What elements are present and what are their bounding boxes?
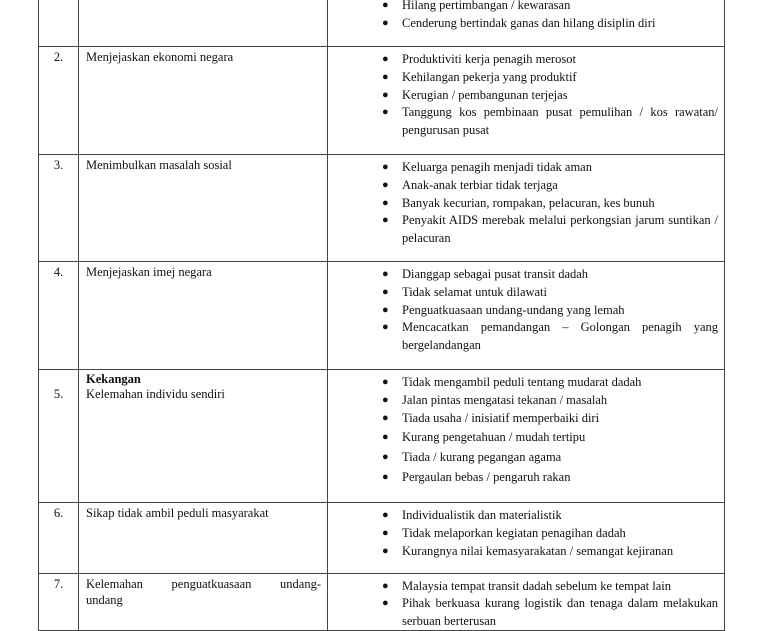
list-item: ● Penguatkuasaan undang-undang yang lemah (382, 303, 625, 317)
list-item: ● Kehilangan pekerja yang produktif (382, 70, 577, 84)
list-item: ● Kerugian / pembangunan terjejas (382, 88, 568, 102)
table-row (39, 574, 725, 631)
list-item: ● Keluarga penagih menjadi tidak aman (382, 160, 592, 174)
row-number: 7. (39, 574, 79, 631)
bullet-icon: ● (382, 509, 389, 521)
list-item: ● Tiada / kurang pegangan agama (402, 447, 718, 467)
list-item: ● Kurangnya nilai kemasyarakatan / semangat kejiranan (382, 544, 674, 558)
row-points (328, 0, 725, 47)
row-label: Kekangan Kelemahan individu sendiri (79, 370, 328, 503)
table-row (39, 503, 725, 574)
row-points (328, 262, 725, 370)
row-number: 3. (39, 155, 79, 262)
bullet-icon: ● (382, 412, 389, 424)
bullet-icon: ● (382, 394, 389, 406)
list-item: ● Individualistik dan materialistik (382, 508, 562, 522)
row-points (328, 574, 725, 631)
bullet-icon: ● (382, 17, 389, 29)
bullet-icon: ● (382, 580, 389, 592)
list-item: ● Tidak melaporkan kegiatan penagihan dadah (382, 526, 626, 540)
list-item: ● Cenderung bertindak ganas dan hilang disiplin diri (382, 16, 656, 30)
row-points (328, 370, 725, 503)
list-item: ● Banyak kecurian, rompakan, pelacuran, kes bunuh (382, 196, 655, 210)
impact-table (38, 0, 725, 631)
table-row (39, 370, 725, 503)
row-number: 6. (39, 503, 79, 574)
bullet-icon: ● (382, 214, 389, 226)
list-item: ● Hilang pertimbangan / kewarasan (402, 0, 718, 14)
list-item: ● Produktiviti kerja penagih merosot (382, 52, 576, 66)
list-item: ● Tanggung kos pembinaan pusat pemulihan / kos rawatan/ pengurusan pusat (382, 105, 718, 137)
table-row (39, 262, 725, 370)
bullet-icon: ● (382, 471, 389, 483)
bullet-icon: ● (382, 0, 389, 11)
bullet-icon: ● (382, 268, 389, 280)
list-item: ● Tidak selamat untuk dilawati (382, 285, 548, 299)
list-item: ● Pihak berkuasa kurang logistik dan tenaga dalam melakukan serbuan berterusan (382, 596, 718, 628)
table-row (39, 155, 725, 262)
bullet-icon: ● (382, 197, 389, 209)
bullet-icon: ● (382, 321, 389, 333)
list-item: ● Malaysia tempat transit dadah sebelum ke tempat lain (382, 579, 672, 593)
row-number: 5. (39, 370, 79, 503)
row-points (328, 155, 725, 262)
row-label: Menimbulkan masalah sosial (79, 155, 328, 262)
bullet-icon: ● (382, 161, 389, 173)
list-item: ● Tidak mengambil peduli tentang mudarat dadah (382, 375, 642, 389)
list-item: ● Penyakit AIDS merebak melalui perkongsian jarum suntikan / pelacuran (382, 213, 718, 245)
list-item: ● Tiada usaha / inisiatif memperbaiki diri (382, 411, 600, 425)
row-label: Kelemahan penguatkuasaan undang- undang (79, 574, 328, 631)
bullet-icon: ● (382, 431, 389, 443)
bullet-icon: ● (382, 451, 389, 463)
bullet-icon: ● (382, 89, 389, 101)
bullet-icon: ● (382, 106, 389, 118)
row-points (328, 503, 725, 574)
bullet-icon: ● (382, 71, 389, 83)
bullet-icon: ● (382, 304, 389, 316)
bullet-icon: ● (382, 527, 389, 539)
row-label (79, 0, 328, 47)
bullet-icon: ● (382, 53, 389, 65)
list-item: ● Dianggap sebagai pusat transit dadah (382, 267, 589, 281)
table-row (39, 47, 725, 155)
list-item: ● Kurang pengetahuan / mudah tertipu (402, 427, 718, 447)
bullet-icon: ● (382, 286, 389, 298)
list-item: ● Pergaulan bebas / pengaruh rakan (402, 467, 718, 487)
table-row (39, 0, 725, 47)
bullet-icon: ● (382, 376, 389, 388)
list-item: ● Mencacatkan pemandangan – Golongan penagih yang bergelandangan (382, 320, 718, 352)
row-number (39, 0, 79, 47)
row-label: Menjejaskan imej negara (79, 262, 328, 370)
section-heading: Kekangan (86, 372, 141, 386)
row-label: Sikap tidak ambil peduli masyarakat (79, 503, 328, 574)
row-number: 2. (39, 47, 79, 155)
list-item: ● Anak-anak terbiar tidak terjaga (382, 178, 558, 192)
row-number: 4. (39, 262, 79, 370)
bullet-icon: ● (382, 545, 389, 557)
row-label: Menjejaskan ekonomi negara (79, 47, 328, 155)
row-points (328, 47, 725, 155)
list-item: ● Jalan pintas mengatasi tekanan / masalah (382, 393, 608, 407)
bullet-icon: ● (382, 179, 389, 191)
bullet-icon: ● (382, 597, 389, 609)
